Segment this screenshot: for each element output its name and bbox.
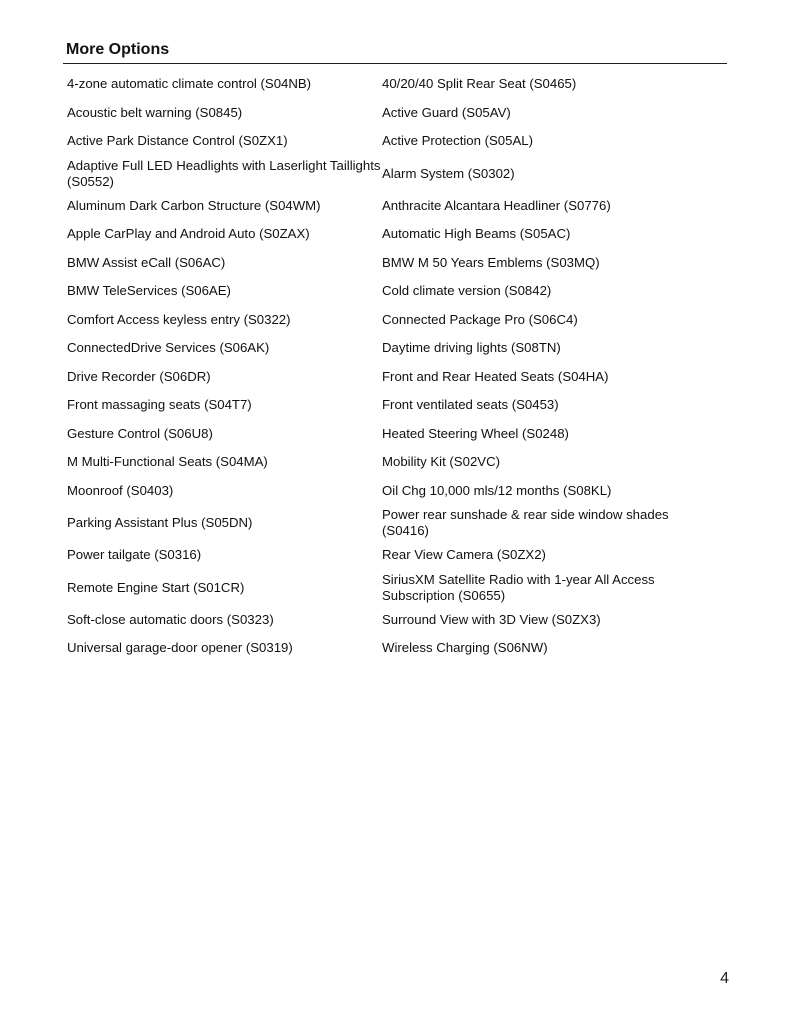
option-right: Front ventilated seats (S0453) [382,397,559,413]
option-row [67,70,687,99]
option-left: 4-zone automatic climate control (S04NB) [67,76,312,92]
option-right: Power rear sunshade & rear side window shades (S0416) [382,507,669,538]
option-row [67,363,687,392]
option-row [67,505,687,541]
option-right: Active Guard (S05AV) [382,104,511,120]
option-row [67,448,687,477]
option-left: M Multi-Functional Seats (S04MA) [67,454,268,470]
option-left: Drive Recorder (S06DR) [67,368,211,384]
option-row [67,156,687,192]
option-right: 40/20/40 Split Rear Seat (S0465) [382,76,577,92]
option-right: Connected Package Pro (S06C4) [382,311,578,327]
option-left: Acoustic belt warning (S0845) [67,104,243,120]
option-right: SiriusXM Satellite Radio with 1-year All Access Subscription (S0655) [382,571,655,603]
option-left: Universal garage-door opener (S0319) [67,640,293,656]
option-left: Power tailgate (S0316) [67,547,202,563]
option-row [67,192,687,221]
option-left: ConnectedDrive Services (S06AK) [67,340,270,356]
page-number: 4 [720,970,729,987]
option-row [67,277,687,306]
option-left: Gesture Control (S06U8) [67,425,213,441]
option-right: Rear View Camera (S0ZX2) [382,547,546,563]
option-right: Surround View with 3D View (S0ZX3) [382,611,601,627]
option-left: BMW TeleServices (S06AE) [67,283,231,299]
option-right: Anthracite Alcantara Headliner (S0776) [382,197,611,213]
option-left: Apple CarPlay and Android Auto (S0ZAX) [67,226,310,242]
option-row [67,391,687,420]
option-row [67,306,687,335]
option-right: BMW M 50 Years Emblems (S03MQ) [382,254,600,270]
option-left: Remote Engine Start (S01CR) [67,579,245,595]
option-right: Oil Chg 10,000 mls/12 months (S08KL) [382,482,612,498]
option-left: Comfort Access keyless entry (S0322) [67,311,291,327]
option-row [67,249,687,278]
option-row [67,570,687,606]
option-right: Front and Rear Heated Seats (S04HA) [382,368,609,384]
option-row [67,606,687,635]
option-right: Active Protection (S05AL) [382,133,533,149]
option-row [67,634,687,663]
title-divider [63,63,727,64]
option-row [67,334,687,363]
option-row [67,420,687,449]
option-row [67,541,687,570]
option-left: Parking Assistant Plus (S05DN) [67,515,253,530]
option-row [67,220,687,249]
option-right: Mobility Kit (S02VC) [382,454,500,470]
option-left: BMW Assist eCall (S06AC) [67,254,226,270]
option-right: Heated Steering Wheel (S0248) [382,425,569,441]
option-right: Alarm System (S0302) [382,165,515,181]
options-list [67,70,687,663]
option-right: Automatic High Beams (S05AC) [382,226,571,242]
option-left: Moonroof (S0403) [67,482,174,498]
option-left: Active Park Distance Control (S0ZX1) [67,133,288,149]
option-left: Front massaging seats (S04T7) [67,397,252,413]
option-left: Adaptive Full LED Headlights with Laserlight Taillights (S0552) [67,157,381,189]
option-right: Daytime driving lights (S08TN) [382,340,561,356]
option-right: Cold climate version (S0842) [382,283,552,299]
option-right: Wireless Charging (S06NW) [382,640,548,656]
section-title: More Options [66,41,170,58]
option-left: Soft-close automatic doors (S0323) [67,611,274,627]
option-row [67,477,687,506]
option-row [67,127,687,156]
option-row [67,99,687,128]
option-left: Aluminum Dark Carbon Structure (S04WM) [67,197,321,213]
